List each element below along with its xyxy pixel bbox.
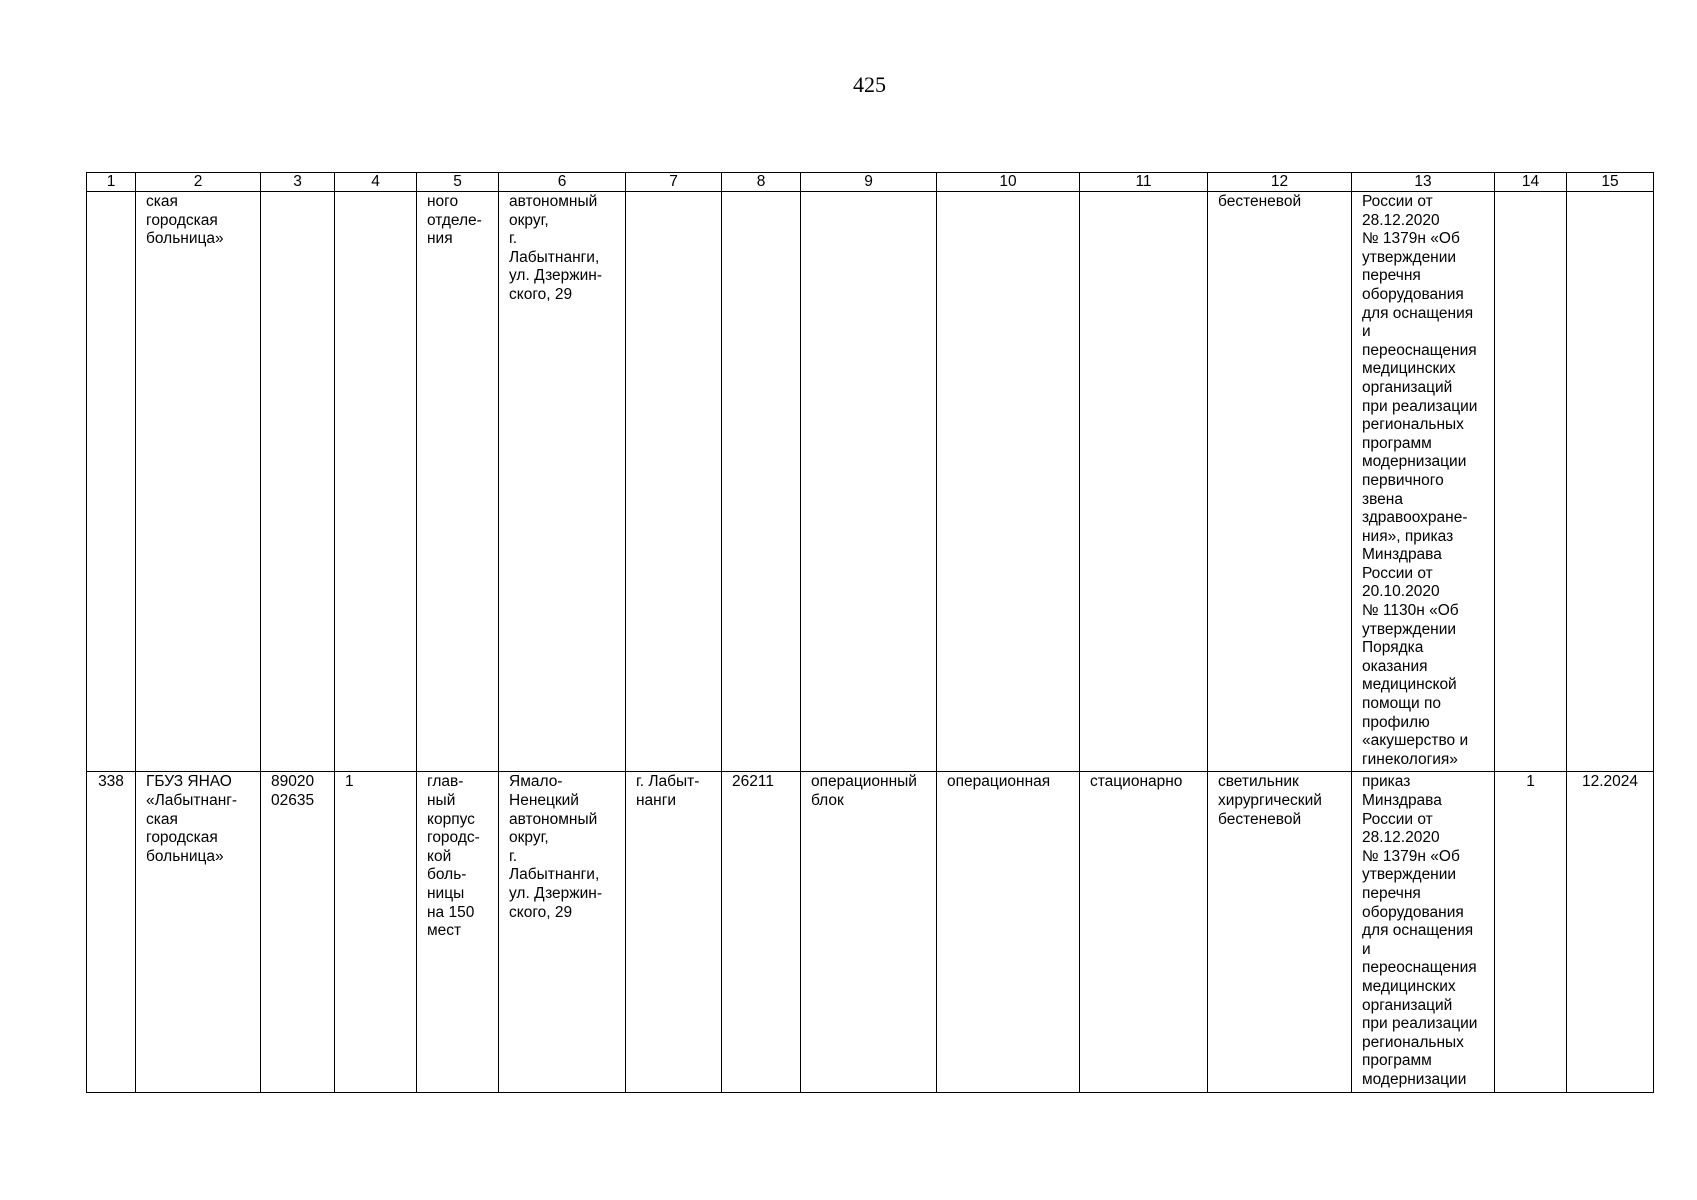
header-row <box>87 173 1654 192</box>
cell-text-line: № 1379н «Об <box>1362 230 1460 248</box>
cell-text-line: светильник <box>1218 773 1299 791</box>
cell-text-line: медицинских <box>1362 977 1456 995</box>
cell-text-line: при реализации <box>1362 397 1478 415</box>
cell-basis <box>1352 192 1495 772</box>
cell-col-4 <box>335 192 417 772</box>
cell-text-line: 20.10.2020 <box>1362 583 1440 601</box>
cell-text-line: при реализации <box>1362 1015 1478 1033</box>
cell-text-line: утверждении <box>1362 620 1457 638</box>
cell-text-line: 28.12.2020 <box>1362 829 1440 847</box>
cell-deadline <box>1567 192 1654 772</box>
cell-text-line: 28.12.2020 <box>1362 211 1440 229</box>
cell-text-line: России от <box>1362 193 1433 210</box>
page-number: 425 <box>853 72 886 97</box>
cell-text-line: утверждении <box>1362 866 1457 884</box>
cell-text-line: 1 <box>345 773 354 791</box>
cell-text-line: профилю <box>1362 713 1430 731</box>
cell-quantity <box>1495 772 1567 1092</box>
cell-care-type <box>1080 192 1208 772</box>
column-header: 10 <box>937 173 1080 192</box>
cell-text-line: автономный <box>509 193 598 210</box>
cell-locality <box>626 192 722 772</box>
cell-text-line: ская <box>146 810 178 828</box>
cell-building <box>417 772 499 1092</box>
cell-organization <box>136 192 261 772</box>
equipment-table <box>86 172 1654 1093</box>
cell-room <box>937 772 1080 1092</box>
cell-text-line: 1 <box>1526 773 1535 791</box>
cell-text-line: хирургический <box>1218 792 1322 809</box>
cell-text-line: стационарно <box>1090 773 1183 791</box>
cell-text-line: г. Лабыт- <box>636 773 700 791</box>
cell-text-line: помощи по <box>1362 695 1442 713</box>
cell-text-line: блок <box>811 792 844 809</box>
cell-text-line: нанги <box>636 792 677 809</box>
cell-text-line: региональных <box>1362 416 1464 434</box>
cell-text-line: 02635 <box>271 792 315 809</box>
cell-text-line: Ямало- <box>509 773 563 791</box>
column-header: 4 <box>335 173 417 192</box>
cell-building <box>417 192 499 772</box>
cell-text-line: региональных <box>1362 1033 1464 1051</box>
column-header: 5 <box>417 173 499 192</box>
cell-text-line: Лабытнанги, <box>509 248 600 266</box>
column-header: 1 <box>87 173 136 192</box>
cell-col-4 <box>335 772 417 1092</box>
cell-text-line: операционный <box>811 773 917 791</box>
cell-text-line: программ <box>1362 434 1432 452</box>
cell-text-line: приказ <box>1362 773 1411 791</box>
cell-equipment <box>1208 192 1352 772</box>
cell-text-line: гинекология» <box>1362 750 1458 768</box>
cell-row-number <box>87 192 136 772</box>
cell-text-line: перечня <box>1362 884 1421 902</box>
cell-text-line: Порядка <box>1362 639 1424 657</box>
cell-text-line: звена <box>1362 490 1403 508</box>
cell-text-line: Минздрава <box>1362 792 1442 809</box>
column-header: 7 <box>626 173 722 192</box>
cell-text-line: медицинской <box>1362 676 1457 694</box>
cell-care-type <box>1080 772 1208 1092</box>
cell-text-line: 89020 <box>271 773 315 791</box>
cell-address <box>499 192 626 772</box>
cell-room <box>937 192 1080 772</box>
column-header: 15 <box>1567 173 1654 192</box>
cell-organization <box>136 772 261 1092</box>
cell-unit <box>801 772 937 1092</box>
cell-text-line: организаций <box>1362 996 1453 1014</box>
cell-text-line: Минздрава <box>1362 546 1442 564</box>
cell-text-line: первичного <box>1362 471 1444 489</box>
column-header: 12 <box>1208 173 1352 192</box>
cell-deadline <box>1567 772 1654 1092</box>
cell-text-line: и <box>1362 940 1371 958</box>
cell-text-line: организаций <box>1362 378 1453 396</box>
cell-text-line: ул. Дзержин- <box>509 884 602 902</box>
cell-text-line: отделе- <box>427 211 482 229</box>
column-header: 3 <box>261 173 335 192</box>
table-row-continued <box>87 192 1654 772</box>
cell-text-line: автономный <box>509 810 598 828</box>
column-header: 6 <box>499 173 626 192</box>
cell-text-line: операционная <box>947 773 1051 791</box>
cell-text-line: программ <box>1362 1052 1432 1070</box>
cell-text-line: 338 <box>98 773 124 791</box>
cell-text-line: ГБУЗ ЯНАО <box>146 773 232 791</box>
cell-row-number <box>87 772 136 1092</box>
column-header: 9 <box>801 173 937 192</box>
cell-text-line: ского, 29 <box>509 285 573 303</box>
column-header: 11 <box>1080 173 1208 192</box>
cell-text-line: мест <box>427 922 462 940</box>
cell-text-line: переоснащения <box>1362 341 1477 359</box>
cell-text-line: ницы <box>427 884 465 902</box>
cell-code <box>722 772 801 1092</box>
cell-text-line: г. <box>509 847 518 865</box>
cell-text-line: № 1130н «Об <box>1362 602 1459 620</box>
cell-text-line: больница» <box>146 847 224 865</box>
cell-text-line: медицинских <box>1362 360 1456 378</box>
cell-inn <box>261 192 335 772</box>
cell-text-line: ского, 29 <box>509 903 573 921</box>
cell-text-line: Лабытнанги, <box>509 866 600 884</box>
cell-quantity <box>1495 192 1567 772</box>
table-row-338 <box>87 772 1654 1092</box>
cell-text-line: ный <box>427 792 456 809</box>
cell-text-line: № 1379н «Об <box>1362 847 1460 865</box>
cell-text-line: переоснащения <box>1362 959 1477 977</box>
cell-text-line: ул. Дзержин- <box>509 267 602 285</box>
cell-text-line: городская <box>146 211 218 229</box>
cell-text-line: модернизации <box>1362 1070 1467 1088</box>
cell-text-line: для оснащения <box>1362 304 1474 322</box>
cell-text-line: глав- <box>427 773 464 791</box>
column-header: 14 <box>1495 173 1567 192</box>
cell-text-line: городс- <box>427 829 480 847</box>
cell-text-line: и <box>1362 323 1371 341</box>
cell-text-line: округ, <box>509 829 549 847</box>
cell-text-line: г. <box>509 230 518 248</box>
cell-text-line: перечня <box>1362 267 1421 285</box>
cell-text-line: оборудования <box>1362 903 1464 921</box>
column-header: 8 <box>722 173 801 192</box>
cell-text-line: больница» <box>146 230 224 248</box>
cell-text-line: для оснащения <box>1362 922 1474 940</box>
cell-text-line: России от <box>1362 564 1433 582</box>
cell-text-line: ская <box>146 193 178 210</box>
cell-equipment <box>1208 772 1352 1092</box>
cell-unit <box>801 192 937 772</box>
column-header: 13 <box>1352 173 1495 192</box>
cell-code <box>722 192 801 772</box>
cell-text-line: ного <box>427 193 459 210</box>
cell-text-line: «акушерство и <box>1362 732 1469 750</box>
cell-text-line: ния», приказ <box>1362 527 1454 545</box>
cell-text-line: 12.2024 <box>1581 773 1639 791</box>
cell-text-line: утверждении <box>1362 248 1457 266</box>
cell-text-line: городская <box>146 829 218 847</box>
cell-text-line: на 150 <box>427 903 475 921</box>
cell-text-line: округ, <box>509 211 549 229</box>
cell-inn <box>261 772 335 1092</box>
cell-text-line: кой <box>427 847 452 865</box>
cell-text-line: здравоохране- <box>1362 509 1468 527</box>
cell-text-line: «Лабытнанг- <box>146 792 238 809</box>
cell-basis <box>1352 772 1495 1092</box>
cell-text-line: ния <box>427 230 453 248</box>
cell-text-line: боль- <box>427 866 467 884</box>
cell-text-line: Ненецкий <box>509 792 579 809</box>
cell-address <box>499 772 626 1092</box>
cell-text-line: 26211 <box>732 773 774 791</box>
cell-text-line: модернизации <box>1362 453 1467 471</box>
cell-locality <box>626 772 722 1092</box>
cell-text-line: России от <box>1362 810 1433 828</box>
cell-text-line: бестеневой <box>1218 810 1302 828</box>
cell-text-line: корпус <box>427 810 475 828</box>
column-header: 2 <box>136 173 261 192</box>
cell-text-line: оказания <box>1362 657 1428 675</box>
cell-text-line: оборудования <box>1362 285 1464 303</box>
cell-text-line: бестеневой <box>1218 193 1302 210</box>
